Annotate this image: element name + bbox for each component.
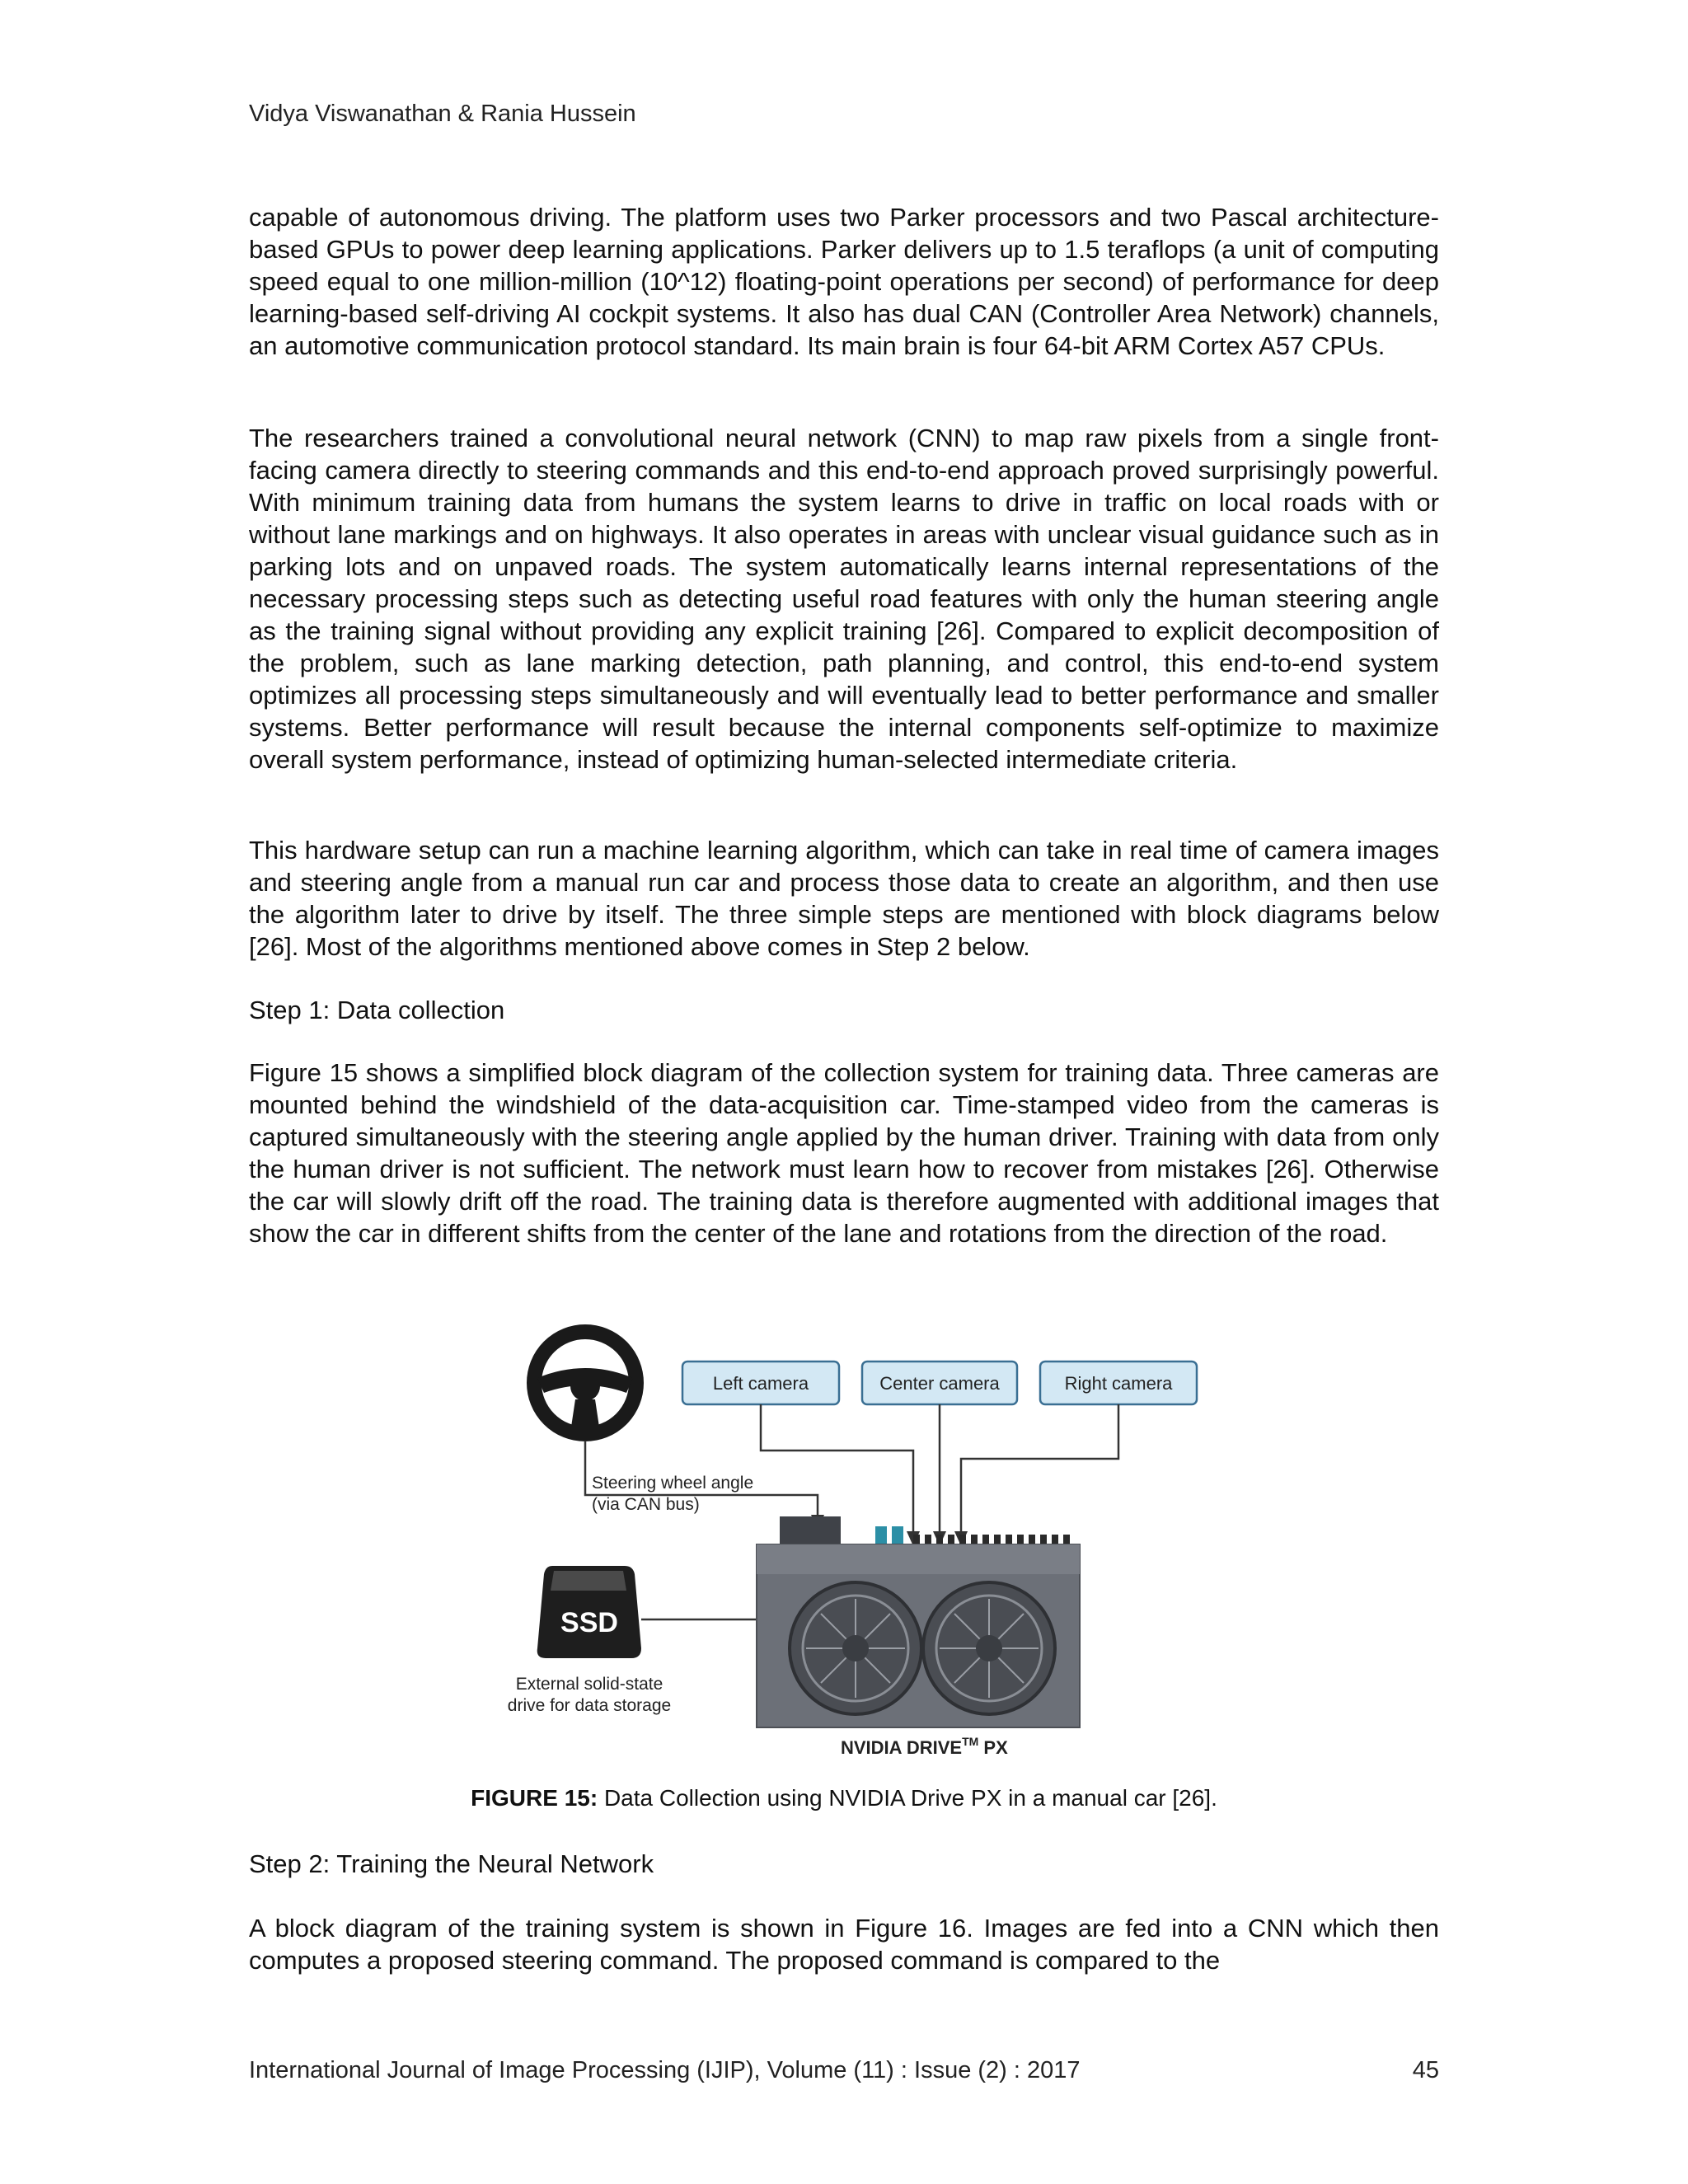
device-label-name: NVIDIA DRIVE	[841, 1737, 963, 1758]
paragraph-cnn	[249, 422, 1439, 776]
camera-label-right: Right camera	[1064, 1373, 1173, 1394]
caption-label: FIGURE 15:	[471, 1785, 598, 1811]
paragraph-hardware	[249, 834, 1439, 963]
camera-box-right	[1040, 1361, 1197, 1404]
paragraph-training	[249, 1912, 1439, 1976]
camera-label-left: Left camera	[712, 1373, 809, 1394]
running-head-authors: Vidya Viswanathan & Rania Hussein	[249, 101, 636, 127]
device-label	[841, 1735, 1008, 1758]
camera-box-center	[862, 1361, 1017, 1404]
paragraph-text: capable of autonomous driving. The platform uses two Parker processors and two Pascal architecture-based GPUs to power deep learning applications. Parker delivers up to 1.5 teraflops (a unit of computing speed equal to one million-million (10^12) floating-point operations per second) of performance for deep learning-based self-driving AI cockpit systems. It also has dual CAN (Controller Area Network) channels, an automotive communication protocol standard. Its main brain is four 64-bit ARM Cortex A57 CPUs.	[249, 203, 1439, 360]
step-2-heading: Step 2: Training the Neural Network	[249, 1849, 654, 1878]
steering-label-line2: (via CAN bus)	[592, 1495, 700, 1514]
fan-icon-left	[790, 1582, 921, 1714]
caption-text: Data Collection using NVIDIA Drive PX in a manual car [26].	[598, 1785, 1217, 1811]
camera-box-left	[682, 1361, 839, 1404]
page-footer	[249, 2057, 1439, 2084]
device-label-tm: TM	[962, 1735, 979, 1748]
figure-15	[495, 1319, 1220, 1764]
step-1-heading: Step 1: Data collection	[249, 996, 505, 1024]
figure-15-caption	[249, 1785, 1439, 1811]
paragraph-data-collection	[249, 1057, 1439, 1249]
ssd-label-line2: drive for data storage	[507, 1696, 672, 1715]
device-label-suffix: PX	[978, 1737, 1008, 1758]
camera-label-center: Center camera	[879, 1373, 1000, 1394]
paragraph-text: This hardware setup can run a machine learning algorithm, which can take in real time of camera images and steering angle from a manual run car and process those data to create an algorithm, and then use the algorithm later to drive by itself. The three simple steps are mentioned with block diagrams below [26]. Most of the algorithms mentioned above comes in Step 2 below.	[249, 836, 1439, 961]
figure-15-diagram	[495, 1319, 1220, 1764]
ssd-label-line1: External solid-state	[515, 1675, 663, 1694]
paragraph-text: A block diagram of the training system is shown in Figure 16. Images are fed into a CNN which then computes a proposed steering command. The proposed command is compared to the	[249, 1914, 1439, 1975]
ssd-drive-icon	[537, 1566, 641, 1658]
paragraph-platform	[249, 201, 1439, 362]
steering-wheel-icon	[534, 1332, 636, 1434]
paragraph-text: The researchers trained a convolutional neural network (CNN) to map raw pixels from a single front-facing camera directly to steering commands and this end-to-end approach proved surprisingly powerful. With minimum training data from humans the system learns to drive in traffic on local roads with or without lane markings and on highways. It also operates in areas with unclear visual guidance such as in parking lots and on unpaved roads. The system automatically learns internal representations of the necessary processing steps such as detecting useful road features with only the human steering angle as the training signal without providing any explicit training [26]. Compared to explicit decomposition of the problem, such as lane marking detection, path planning, and control, this end-to-end system optimizes all processing steps simultaneously and will eventually lead to better performance and smaller systems. Better performance will result because the internal components self-optimize to maximize overall system performance, instead of optimizing human-selected intermediate criteria.	[249, 424, 1439, 774]
paragraph-text: Figure 15 shows a simplified block diagram of the collection system for training data. Three cameras are mounted behind the windshield of the data-acquisition car. Time-stamped video from the cameras is captured simultaneously with the steering angle applied by the human driver. Training with data from only the human driver is not sufficient. The network must learn how to recover from mistakes [26]. Otherwise the car will slowly drift off the road. The training data is therefore augmented with additional images that show the car in different shifts from the center of the lane and rotations from the direction of the road.	[249, 1058, 1439, 1248]
footer-journal: International Journal of Image Processing (IJIP), Volume (11) : Issue (2) : 2017	[249, 2057, 1081, 2083]
ssd-badge: SSD	[560, 1607, 618, 1638]
steering-label-line1: Steering wheel angle	[592, 1474, 754, 1493]
page-number: 45	[1412, 2057, 1439, 2083]
fan-icon-right	[923, 1582, 1055, 1714]
nvidia-drive-px-device	[757, 1516, 1080, 1727]
